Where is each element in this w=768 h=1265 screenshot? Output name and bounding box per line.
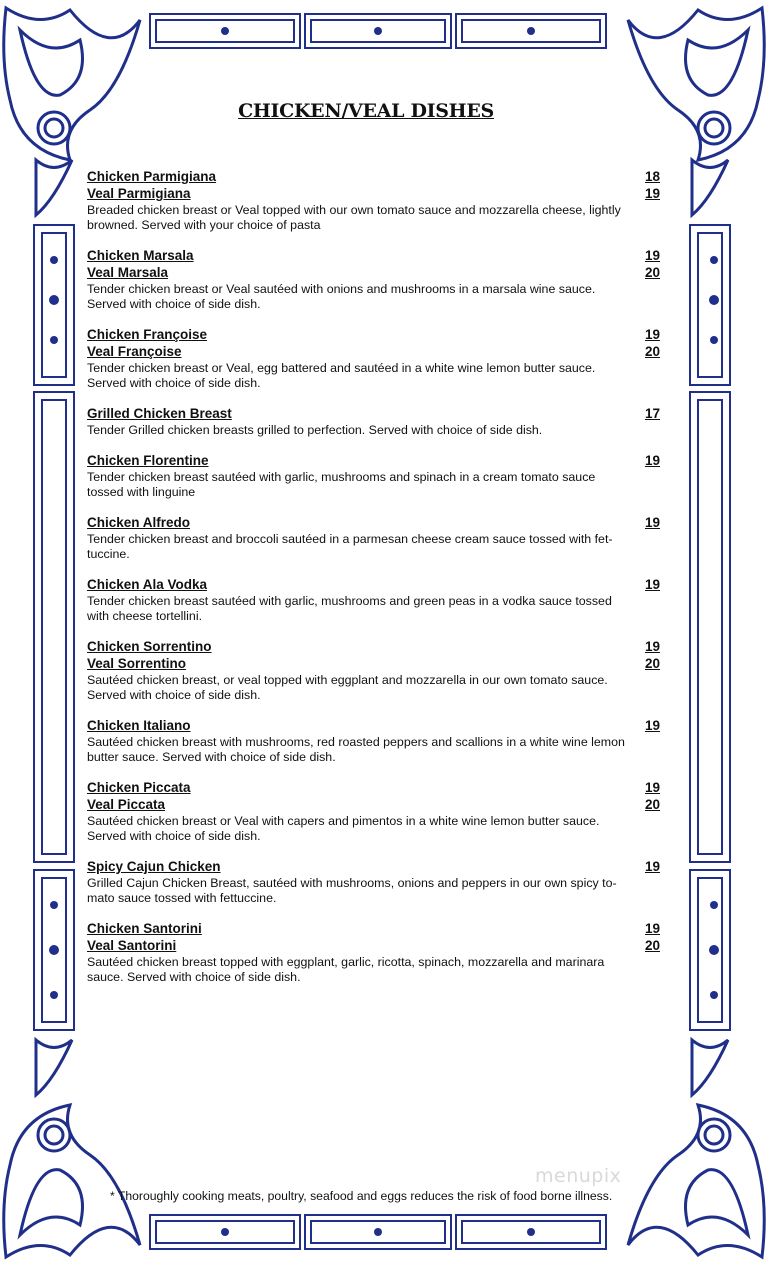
description-line: Breaded chicken breast or Veal topped with our own tomato sauce and mozzarella cheese, lightly — [87, 203, 621, 217]
footnote: * Thoroughly cooking meats, poultry, seafood and eggs reduces the risk of food borne illness. — [110, 1189, 613, 1203]
dish-name: Chicken Ala Vodka — [87, 577, 208, 592]
dish-row — [87, 265, 660, 282]
page-title: CHICKEN/VEAL DISHES — [238, 100, 494, 122]
dish-price: 19 — [644, 639, 660, 654]
dish-name: Chicken Italiano — [87, 718, 191, 733]
dish-name: Veal Françoise — [87, 344, 182, 359]
dish-price: 20 — [644, 797, 660, 812]
dish-name: Chicken Santorini — [87, 921, 202, 936]
description-line: with cheese tortellini. — [87, 609, 203, 623]
dish-row — [87, 780, 660, 797]
menu-item — [87, 780, 660, 844]
dish-price: 19 — [644, 577, 660, 592]
dish-row — [87, 859, 660, 876]
dish-price: 20 — [644, 265, 660, 280]
dish-description — [87, 814, 637, 844]
description-line: Served with choice of side dish. — [87, 297, 261, 311]
menu-item — [87, 453, 660, 500]
dish-name: Chicken Florentine — [87, 453, 209, 468]
description-line: tossed with linguine — [87, 485, 196, 499]
dish-name: Veal Parmigiana — [87, 186, 191, 201]
dish-description — [87, 470, 637, 500]
dish-row — [87, 186, 660, 203]
dish-name: Chicken Alfredo — [87, 515, 191, 530]
dish-name: Spicy Cajun Chicken — [87, 859, 221, 874]
description-line: Tender chicken breast sautéed with garlic, mushrooms and green peas in a vodka sauce tossed — [87, 594, 612, 608]
description-line: Tender Grilled chicken breasts grilled to perfection. Served with choice of side dish. — [87, 423, 543, 437]
dish-name: Veal Marsala — [87, 265, 169, 280]
menu-item — [87, 859, 660, 906]
dish-description — [87, 361, 637, 391]
dish-price: 19 — [644, 186, 660, 201]
description-line: Served with choice of side dish. — [87, 829, 261, 843]
dish-row — [87, 938, 660, 955]
dish-price: 18 — [644, 169, 660, 184]
dish-description — [87, 735, 637, 765]
dish-row — [87, 718, 660, 735]
description-line: mato sauce tossed with fettuccine. — [87, 891, 277, 905]
description-line: Sautéed chicken breast or Veal with capers and pimentos in a white wine lemon butter sauce. — [87, 814, 600, 828]
dish-name: Chicken Parmigiana — [87, 169, 217, 184]
dish-row — [87, 406, 660, 423]
dish-price: 17 — [644, 406, 660, 421]
dish-row — [87, 797, 660, 814]
description-line: Tender chicken breast or Veal, egg battered and sautéed in a white wine lemon butter sauce. — [87, 361, 596, 375]
dish-price: 19 — [644, 327, 660, 342]
dish-price: 19 — [644, 248, 660, 263]
dish-row — [87, 515, 660, 532]
dish-row — [87, 248, 660, 265]
dish-price: 20 — [644, 656, 660, 671]
description-line: Sautéed chicken breast with mushrooms, red roasted peppers and scallions in a white wine lemon — [87, 735, 625, 749]
dish-price: 19 — [644, 921, 660, 936]
dish-name: Chicken Marsala — [87, 248, 194, 263]
dish-row — [87, 577, 660, 594]
description-line: tuccine. — [87, 547, 130, 561]
watermark: menupix — [535, 1165, 622, 1187]
dish-price: 19 — [644, 718, 660, 733]
dish-row — [87, 327, 660, 344]
menu-item — [87, 639, 660, 703]
dish-description — [87, 532, 637, 562]
menu-item — [87, 921, 660, 985]
menu-item — [87, 327, 660, 391]
dish-description — [87, 594, 637, 624]
description-line: Served with choice of side dish. — [87, 376, 261, 390]
menu-item — [87, 406, 660, 438]
menu-item — [87, 248, 660, 312]
dish-price: 19 — [644, 780, 660, 795]
dish-name: Grilled Chicken Breast — [87, 406, 232, 421]
dish-row — [87, 639, 660, 656]
dish-price: 19 — [644, 453, 660, 468]
dish-price: 19 — [644, 859, 660, 874]
description-line: browned. Served with your choice of pasta — [87, 218, 321, 232]
dish-row — [87, 344, 660, 361]
dish-description — [87, 423, 637, 438]
dish-name: Chicken Piccata — [87, 780, 191, 795]
dish-row — [87, 169, 660, 186]
menu-item — [87, 169, 660, 233]
description-line: sauce. Served with choice of side dish. — [87, 970, 301, 984]
dish-row — [87, 453, 660, 470]
dish-price: 20 — [644, 938, 660, 953]
dish-price: 20 — [644, 344, 660, 359]
dish-name: Veal Santorini — [87, 938, 177, 953]
dish-name: Veal Piccata — [87, 797, 166, 812]
description-line: Tender chicken breast sautéed with garlic, mushrooms and spinach in a cream tomato sauce — [87, 470, 596, 484]
dish-name: Chicken Sorrentino — [87, 639, 212, 654]
dish-name: Veal Sorrentino — [87, 656, 187, 671]
menu-item — [87, 577, 660, 624]
menu-list — [87, 169, 660, 985]
dish-description — [87, 282, 637, 312]
description-line: Served with choice of side dish. — [87, 688, 261, 702]
menu-item — [87, 515, 660, 562]
dish-name: Chicken Françoise — [87, 327, 208, 342]
description-line: Tender chicken breast or Veal sautéed with onions and mushrooms in a marsala wine sauce. — [87, 282, 596, 296]
description-line: Sautéed chicken breast, or veal topped with eggplant and mozzarella in our own tomato sauce. — [87, 673, 608, 687]
dish-row — [87, 921, 660, 938]
description-line: Tender chicken breast and broccoli sautéed in a parmesan cheese cream sauce tossed with fet- — [87, 532, 613, 546]
description-line: Sautéed chicken breast topped with eggplant, garlic, ricotta, spinach, mozzarella and marinara — [87, 955, 605, 969]
menu-item — [87, 718, 660, 765]
dish-description — [87, 203, 637, 233]
dish-price: 19 — [644, 515, 660, 530]
dish-description — [87, 876, 637, 906]
dish-description — [87, 955, 637, 985]
dish-row — [87, 656, 660, 673]
description-line: butter sauce. Served with choice of side dish. — [87, 750, 336, 764]
dish-description — [87, 673, 637, 703]
description-line: Grilled Cajun Chicken Breast, sautéed with mushrooms, onions and peppers in our own spicy to- — [87, 876, 617, 890]
